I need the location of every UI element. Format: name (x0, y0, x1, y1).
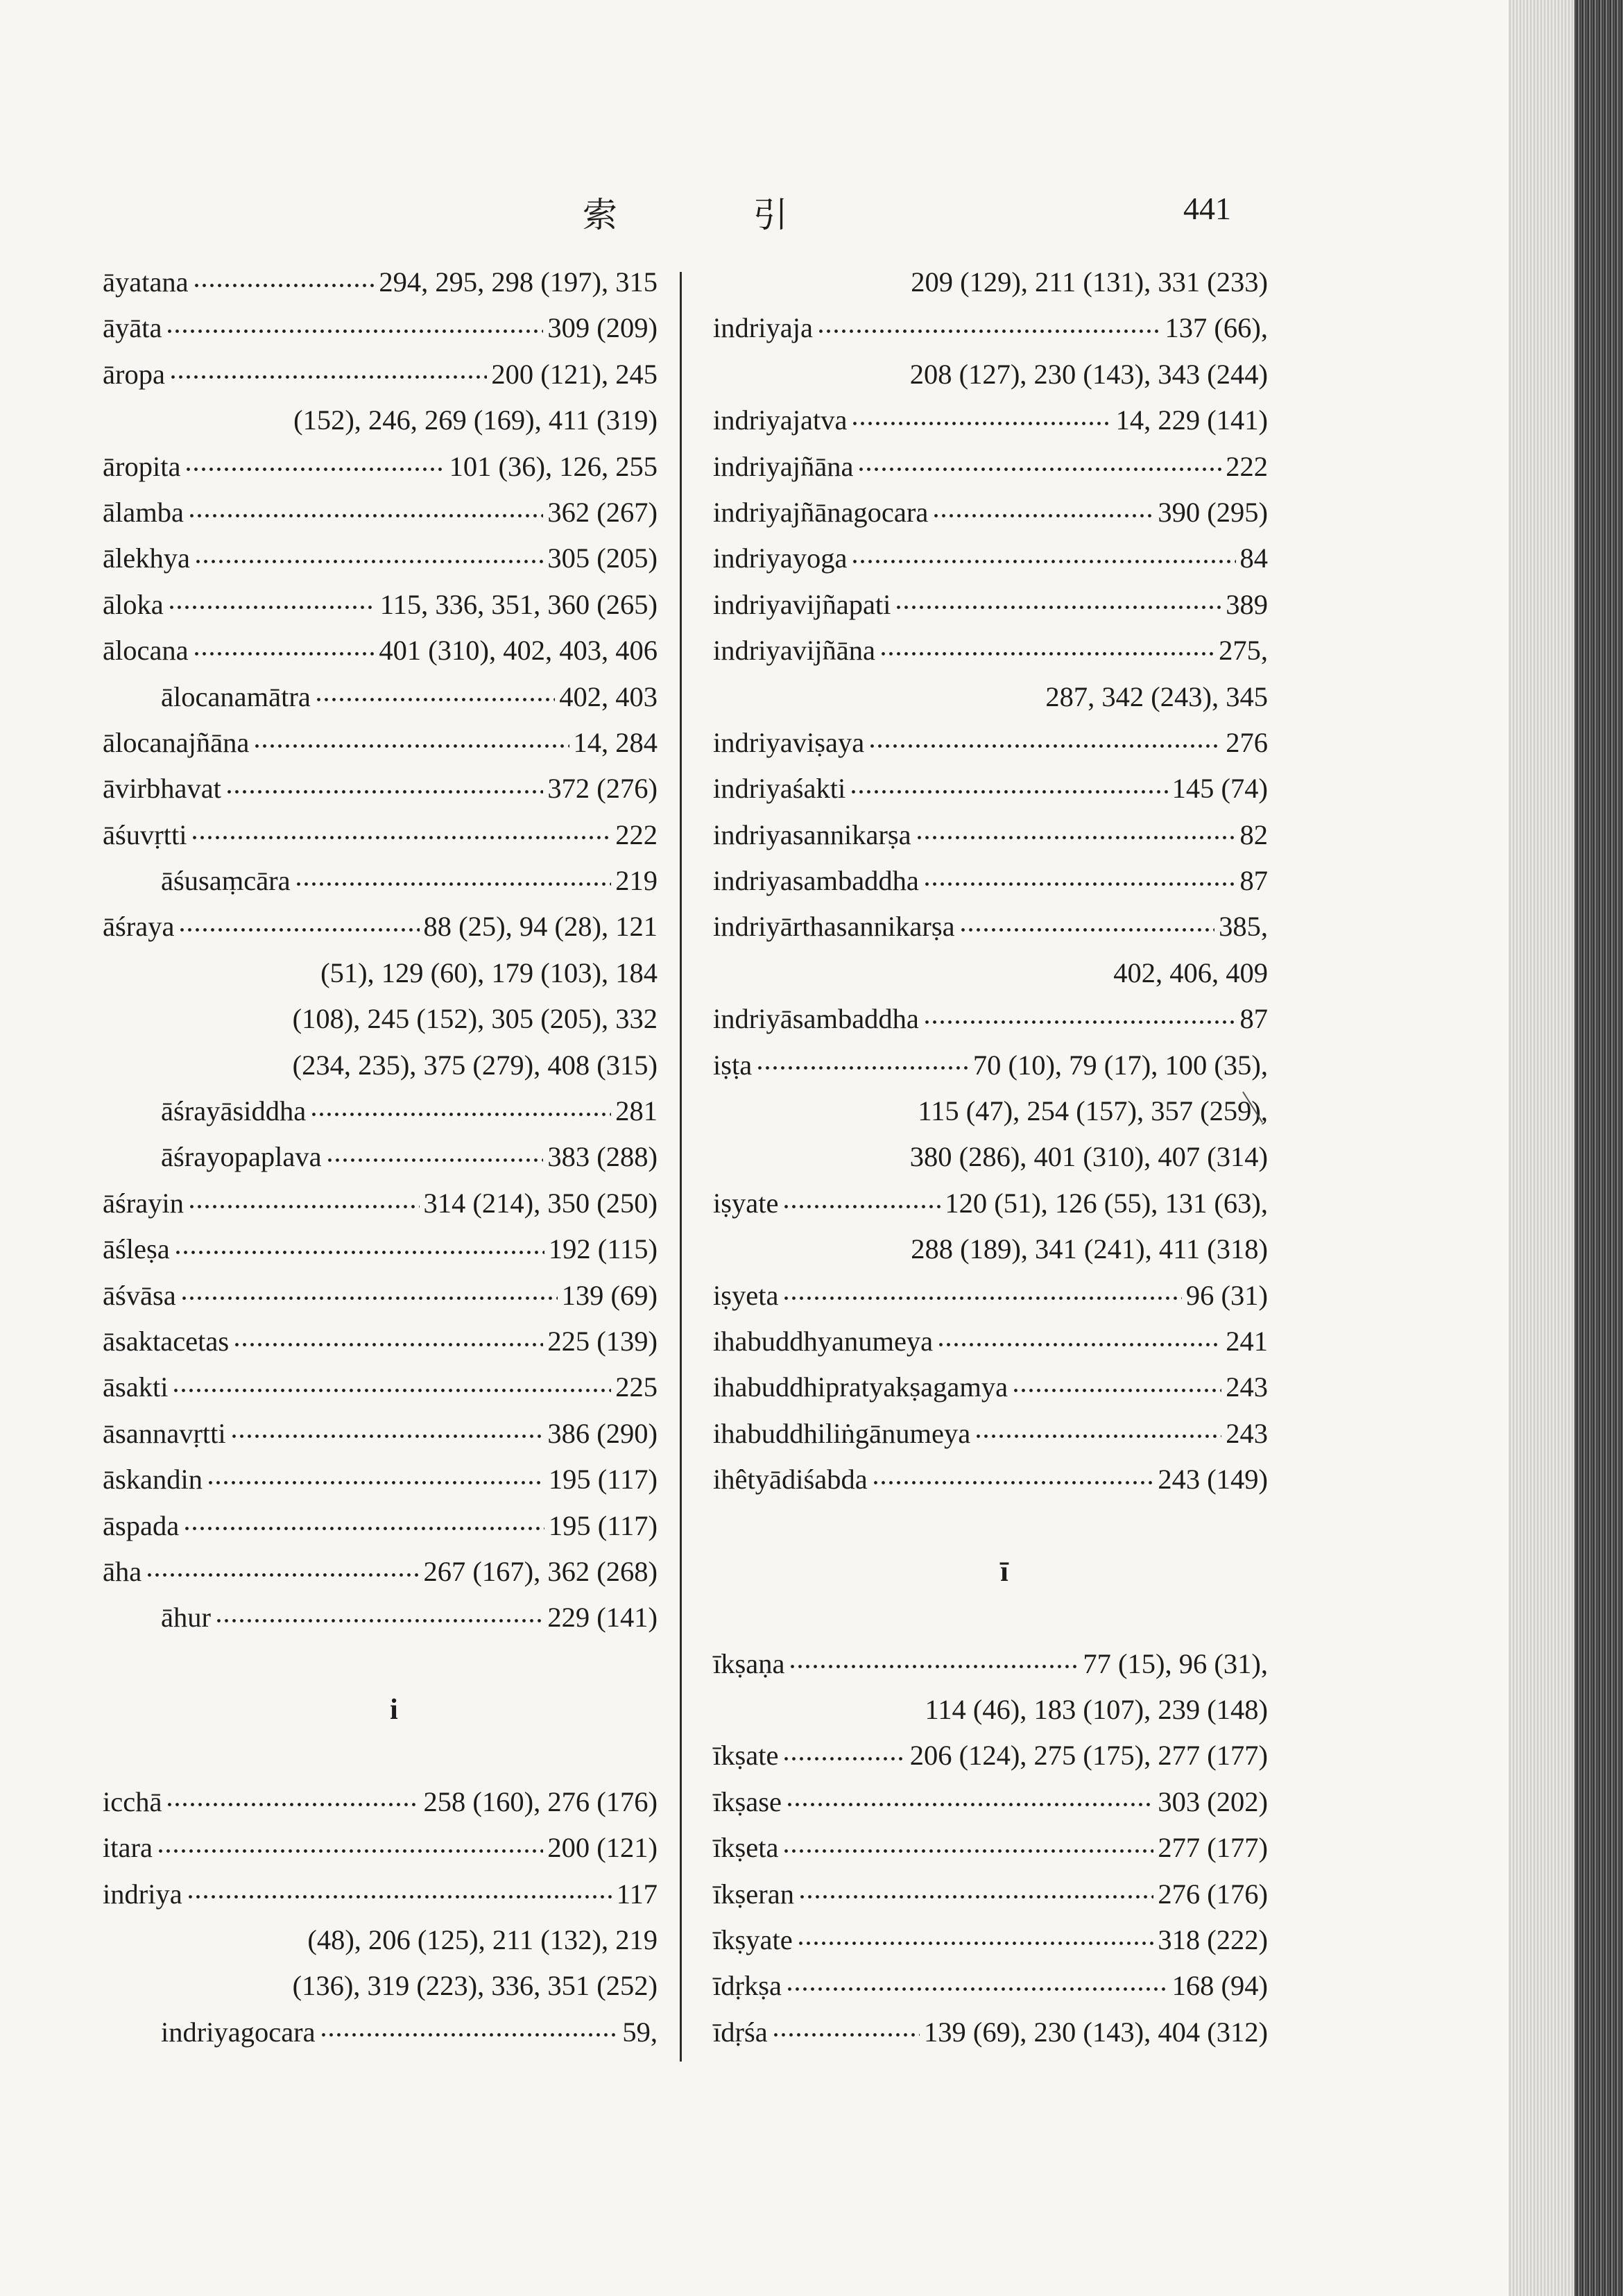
index-term: indriyasannikarṣa (713, 819, 911, 850)
index-term: āhur (161, 1602, 211, 1634)
index-term: āropita (103, 450, 181, 482)
dot-leader (215, 1617, 543, 1625)
dot-leader (230, 1432, 544, 1441)
dot-leader (868, 742, 1221, 750)
dot-leader (183, 1525, 544, 1533)
dot-leader (850, 787, 1167, 796)
page-references: 389 (1226, 588, 1268, 620)
page-references: 59, (622, 2016, 658, 2048)
index-term: indriyajatva (713, 404, 848, 436)
dot-leader (194, 558, 543, 566)
page-references: 84 (1239, 542, 1268, 574)
page-references: 168 (94) (1171, 1970, 1268, 2002)
dot-leader (923, 1018, 1236, 1026)
page-references: 380 (286), 401 (310), 407 (314) (909, 1141, 1268, 1173)
page-references: 115 (47), 254 (157), 357 (259), (918, 1095, 1268, 1127)
index-entry (103, 1871, 658, 1917)
dot-leader (851, 419, 1111, 427)
index-entry (713, 628, 1268, 674)
dot-leader (178, 926, 419, 934)
page-references: 117 (616, 1878, 658, 1910)
page-references: 385, (1219, 911, 1268, 943)
page-references: 277 (177) (1158, 1832, 1268, 1864)
left-index-column (103, 259, 658, 2055)
index-term: ālocanajñāna (103, 726, 250, 758)
page-references: 206 (124), 275 (175), 277 (177) (909, 1740, 1268, 1772)
dot-leader (789, 1663, 1079, 1671)
index-entry (713, 812, 1268, 858)
index-subentry (103, 1595, 658, 1640)
page-references: 372 (276) (547, 773, 658, 805)
dot-leader (817, 327, 1161, 336)
index-entry (713, 1273, 1268, 1319)
dot-leader (916, 834, 1236, 842)
index-continuation-line (713, 950, 1268, 996)
page-references: 303 (202) (1158, 1785, 1268, 1817)
index-term: ihabuddhipratyakṣagamya (713, 1371, 1008, 1403)
page-references: 402, 406, 409 (1113, 957, 1268, 988)
dot-leader (253, 742, 569, 750)
dot-leader (1012, 1387, 1221, 1395)
dot-leader (932, 511, 1153, 520)
index-subentry (103, 674, 658, 720)
page-references: 383 (288) (547, 1141, 658, 1173)
page-references: 229 (141) (547, 1602, 658, 1634)
dot-leader (782, 1202, 941, 1210)
page-references: 243 (1226, 1417, 1268, 1449)
index-term: āśraya (103, 911, 175, 943)
dot-leader (295, 880, 612, 888)
page-references: 281 (615, 1095, 658, 1127)
dot-leader (193, 649, 375, 658)
dot-leader (959, 926, 1215, 934)
index-term: indriyajñāna (713, 450, 854, 482)
index-continuation-line (713, 352, 1268, 397)
dot-leader (974, 1432, 1221, 1441)
index-entry (713, 397, 1268, 443)
page-references: 225 (615, 1371, 658, 1403)
index-entry (103, 259, 658, 305)
index-entry (103, 1825, 658, 1871)
index-term: indriyasambaddha (713, 865, 919, 897)
index-term: indriyajñānagocara (713, 496, 929, 528)
index-term: īkṣeta (713, 1832, 779, 1864)
page-references: 243 (1226, 1371, 1268, 1403)
index-entry (713, 1457, 1268, 1502)
index-term: āha (103, 1555, 142, 1587)
page-references: 14, 284 (573, 726, 658, 758)
index-term: āyatana (103, 266, 189, 298)
page-references: 114 (46), 183 (107), 239 (148) (925, 1693, 1268, 1725)
dot-leader (798, 1893, 1153, 1901)
page-references: 145 (74) (1171, 773, 1268, 805)
page-references: 195 (117) (548, 1509, 658, 1541)
index-term: āśrayopaplava (161, 1141, 322, 1173)
index-entry (713, 1411, 1268, 1457)
page-references: 288 (189), 341 (241), 411 (318) (911, 1233, 1268, 1265)
index-term: iṣyate (713, 1187, 779, 1219)
index-entry (713, 904, 1268, 950)
index-entry (103, 1226, 658, 1272)
section-heading: ī (1000, 1555, 1008, 1588)
index-continuation-line (713, 1134, 1268, 1180)
dot-leader (172, 1387, 611, 1395)
index-term: indriyavijñapati (713, 588, 891, 620)
dot-leader (166, 327, 543, 336)
header-title: 索 引 (583, 195, 850, 235)
index-continuation-line (103, 397, 658, 443)
index-entry (713, 536, 1268, 581)
page-references: 101 (36), 126, 255 (449, 450, 658, 482)
page-references: 88 (25), 94 (28), 121 (423, 911, 658, 943)
index-term: āskandin (103, 1464, 203, 1496)
index-term: indriya (103, 1878, 182, 1910)
index-term: īdṛkṣa (713, 1970, 782, 2002)
index-term: iṣṭa (713, 1049, 753, 1081)
index-entry (103, 812, 658, 858)
page-references: 276 (1226, 726, 1268, 758)
page-references: 14, 229 (141) (1115, 404, 1268, 436)
page-references: 87 (1239, 1003, 1268, 1035)
page-edge-shadow (1509, 0, 1574, 2296)
index-continuation-line (103, 996, 658, 1042)
dot-leader (188, 1202, 420, 1210)
dot-leader (320, 2031, 619, 2039)
index-term: indriyagocara (161, 2016, 316, 2048)
page-references: (108), 245 (152), 305 (205), 332 (292, 1003, 658, 1035)
dot-leader (879, 649, 1214, 658)
dot-leader (187, 1893, 612, 1901)
page-references: (136), 319 (223), 336, 351 (252) (292, 1970, 658, 2002)
page-references: 139 (69), 230 (143), 404 (312) (923, 2016, 1268, 2048)
index-term: indriyaviṣaya (713, 726, 865, 758)
index-entry (713, 720, 1268, 766)
dot-leader (782, 1755, 905, 1763)
index-continuation-line (713, 259, 1268, 305)
page-references: 200 (121), 245 (491, 358, 658, 390)
index-term: āśuvṛtti (103, 819, 187, 850)
index-subentry (103, 1134, 658, 1180)
index-term: indriyayoga (713, 542, 848, 574)
index-entry (103, 766, 658, 812)
dot-leader (168, 603, 376, 612)
index-term: ālekhya (103, 542, 190, 574)
dot-leader (233, 1340, 543, 1348)
dot-leader (225, 787, 543, 796)
index-term: icchā (103, 1785, 162, 1817)
dot-leader (797, 1939, 1154, 1947)
dot-leader (169, 373, 487, 382)
index-entry (713, 1917, 1268, 1963)
index-term: indriyāsambaddha (713, 1003, 919, 1035)
dot-leader (895, 603, 1221, 612)
page-references: 137 (66), (1165, 312, 1268, 344)
index-term: īkṣaṇa (713, 1647, 785, 1679)
page-header (0, 187, 1623, 243)
index-entry (713, 1733, 1268, 1779)
index-entry (103, 904, 658, 950)
page-references: 222 (1226, 450, 1268, 482)
dot-leader (174, 1248, 544, 1256)
page-references: 219 (615, 865, 658, 897)
index-entry (103, 582, 658, 628)
index-entry (713, 1825, 1268, 1871)
index-term: indriyaja (713, 312, 813, 344)
index-entry (103, 720, 658, 766)
index-entry (103, 305, 658, 351)
index-entry (103, 352, 658, 397)
page-references: 287, 342 (243), 345 (1045, 680, 1268, 712)
dot-leader (782, 1294, 1181, 1303)
section-heading: i (390, 1693, 398, 1726)
page-references: (152), 246, 269 (169), 411 (319) (293, 404, 658, 436)
dot-leader (923, 880, 1236, 888)
dot-leader (872, 1478, 1154, 1487)
page-references: (48), 206 (125), 211 (132), 219 (307, 1924, 658, 1955)
index-entry (713, 1779, 1268, 1825)
page-references: 87 (1239, 865, 1268, 897)
page-references: 192 (115) (548, 1233, 658, 1265)
page-references: 305 (205) (547, 542, 658, 574)
index-continuation-line (103, 1043, 658, 1088)
index-entry (103, 444, 658, 490)
page-references: 96 (31) (1185, 1279, 1268, 1311)
index-term: āyāta (103, 312, 162, 344)
index-term: iṣyeta (713, 1279, 779, 1311)
index-term: īkṣeran (713, 1878, 794, 1910)
index-entry (713, 1319, 1268, 1364)
index-entry (103, 1273, 658, 1319)
index-continuation-line (103, 950, 658, 996)
index-term: ihabuddhiliṅgānumeya (713, 1417, 971, 1449)
page-references: 208 (127), 230 (143), 343 (244) (909, 358, 1268, 390)
right-index-column (713, 259, 1268, 2055)
index-entry (713, 766, 1268, 812)
index-term: ālocana (103, 635, 189, 667)
index-entry (103, 1319, 658, 1364)
dot-leader (157, 1847, 543, 1855)
page-number: 441 (1183, 191, 1231, 226)
index-entry (103, 1411, 658, 1457)
dot-leader (315, 696, 555, 704)
index-term: ihabuddhyanumeya (713, 1325, 934, 1357)
page-references: 70 (10), 79 (17), 100 (35), (972, 1049, 1268, 1081)
index-term: ālamba (103, 496, 184, 528)
page-references: 139 (69) (561, 1279, 658, 1311)
dot-leader (772, 2031, 920, 2039)
page-references: 309 (209) (547, 312, 658, 344)
index-entry (713, 1641, 1268, 1687)
index-subentry (103, 2010, 658, 2055)
index-entry (713, 1043, 1268, 1088)
index-term: āspada (103, 1509, 180, 1541)
dot-leader (166, 1801, 419, 1809)
index-continuation-line (713, 1226, 1268, 1272)
index-term: āśrayāsiddha (161, 1095, 307, 1127)
index-entry (713, 305, 1268, 351)
index-entry (103, 536, 658, 581)
page-references: 200 (121) (547, 1832, 658, 1864)
index-term: āsaktacetas (103, 1325, 230, 1357)
page-references: 225 (139) (547, 1325, 658, 1357)
page-references: 82 (1239, 819, 1268, 850)
dot-leader (782, 1847, 1153, 1855)
page-references: 314 (214), 350 (250) (423, 1187, 658, 1219)
index-continuation-line (713, 1088, 1268, 1134)
index-term: īkṣase (713, 1785, 782, 1817)
index-entry (713, 582, 1268, 628)
page-references: 401 (310), 402, 403, 406 (379, 635, 658, 667)
index-entry (713, 1181, 1268, 1226)
index-term: indriyaśakti (713, 773, 846, 805)
page-references: 209 (129), 211 (131), 331 (233) (911, 266, 1268, 298)
dot-leader (937, 1340, 1221, 1348)
dot-leader (786, 1801, 1153, 1809)
index-entry (713, 2010, 1268, 2055)
dot-leader (180, 1294, 558, 1303)
page-references: 195 (117) (548, 1464, 658, 1496)
page-references: (51), 129 (60), 179 (103), 184 (320, 957, 658, 988)
pencil-tick-mark (1242, 1089, 1269, 1131)
index-term: āśvāsa (103, 1279, 176, 1311)
page-references: 267 (167), 362 (268) (423, 1555, 658, 1587)
index-subentry (103, 1088, 658, 1134)
page-references: 258 (160), 276 (176) (423, 1785, 658, 1817)
index-entry (103, 1549, 658, 1595)
page-references: 222 (615, 819, 658, 850)
index-entry (103, 628, 658, 674)
page-references: 115, 336, 351, 360 (265) (379, 588, 658, 620)
page-references: (234, 235), 375 (279), 408 (315) (292, 1049, 658, 1081)
book-page-edge (1574, 0, 1623, 2296)
page-references: 243 (149) (1158, 1464, 1268, 1496)
dot-leader (188, 511, 543, 520)
index-term: āsakti (103, 1371, 169, 1403)
page-references: 386 (290) (547, 1417, 658, 1449)
page-references: 362 (267) (547, 496, 658, 528)
index-term: āloka (103, 588, 164, 620)
index-term: īdṛśa (713, 2016, 768, 2048)
index-continuation-line (713, 1687, 1268, 1733)
index-entry (713, 490, 1268, 536)
dot-leader (786, 1985, 1168, 1993)
index-entry (713, 858, 1268, 904)
index-entry (103, 1364, 658, 1410)
column-divider (680, 272, 682, 2062)
index-term: indriyārthasannikarṣa (713, 911, 955, 943)
dot-leader (146, 1570, 419, 1579)
index-term: āsannavṛtti (103, 1417, 226, 1449)
dot-leader (191, 834, 611, 842)
page-references: 402, 403 (559, 680, 658, 712)
page-references: 276 (176) (1158, 1878, 1268, 1910)
index-term: īkṣate (713, 1740, 779, 1772)
index-term: indriyavijñāna (713, 635, 875, 667)
index-continuation-line (713, 674, 1268, 720)
index-entry (713, 1963, 1268, 2009)
index-term: āropa (103, 358, 165, 390)
dot-leader (326, 1156, 544, 1165)
page-references: 77 (15), 96 (31), (1083, 1647, 1268, 1679)
index-term: āśusaṃcāra (161, 865, 291, 897)
index-term: āśleṣa (103, 1233, 170, 1265)
dot-leader (207, 1478, 544, 1487)
index-term: āvirbhavat (103, 773, 221, 805)
index-entry (103, 1181, 658, 1226)
index-term: ālocanamātra (161, 680, 311, 712)
dot-leader (851, 558, 1235, 566)
dot-leader (310, 1110, 611, 1118)
index-entry (713, 1364, 1268, 1410)
dot-leader (857, 465, 1221, 474)
index-subentry (103, 858, 658, 904)
index-continuation-line (103, 1917, 658, 1963)
index-continuation-line (103, 1963, 658, 2009)
dot-leader (193, 281, 375, 289)
index-entry (103, 1503, 658, 1549)
index-entry (713, 1871, 1268, 1917)
index-entry (713, 996, 1268, 1042)
index-entry (713, 444, 1268, 490)
index-term: āśrayin (103, 1187, 184, 1219)
index-term: ihêtyādiśabda (713, 1464, 868, 1496)
index-entry (103, 490, 658, 536)
page-references: 275, (1219, 635, 1268, 667)
index-entry (103, 1779, 658, 1825)
index-entry (103, 1457, 658, 1502)
page-references: 318 (222) (1158, 1924, 1268, 1955)
page-references: 390 (295) (1158, 496, 1268, 528)
dot-leader (184, 465, 445, 474)
index-term: īkṣyate (713, 1924, 793, 1955)
dot-leader (756, 1064, 969, 1072)
page-references: 294, 295, 298 (197), 315 (379, 266, 658, 298)
page-references: 120 (51), 126 (55), 131 (63), (945, 1187, 1268, 1219)
page-references: 241 (1226, 1325, 1268, 1357)
index-term: itara (103, 1832, 153, 1864)
